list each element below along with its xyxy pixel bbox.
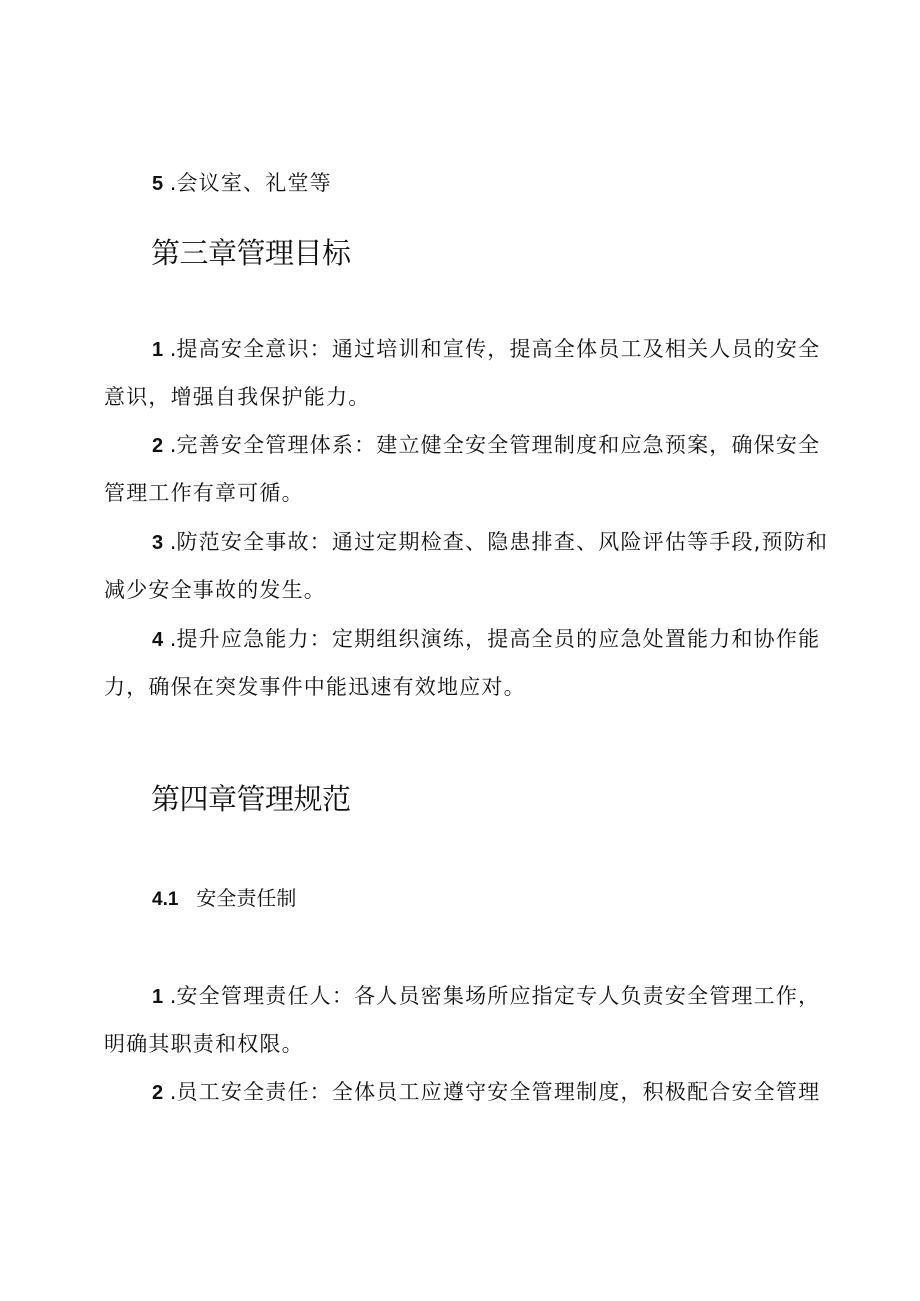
item-separator: . — [163, 984, 177, 1008]
list-item-continuation: 减少安全事故的发生。 — [104, 578, 326, 602]
item-separator: . — [163, 1080, 177, 1104]
item-separator: . — [163, 433, 177, 457]
item-text: 完善安全管理体系：建立健全安全管理制度和应急预案，确保安全 — [176, 433, 821, 457]
item-text: 提高安全意识：通过培训和宣传，提高全体员工及相关人员的安全 — [176, 337, 821, 361]
list-item — [152, 984, 820, 1009]
item-separator: . — [163, 337, 177, 361]
item-text: 防范安全事故：通过定期检查、隐患排查、风险评估等手段,预防和 — [176, 530, 829, 554]
list-item — [152, 530, 828, 555]
chapter-3-heading: 第三章管理目标 — [151, 236, 351, 270]
section-title: 安全责任制 — [196, 886, 297, 910]
list-item-continuation: 管理工作有章可循。 — [104, 481, 304, 505]
item-separator: . — [163, 627, 177, 651]
chapter-4-heading: 第四章管理规范 — [151, 782, 351, 816]
item-text: 员工安全责任：全体员工应遵守安全管理制度，积极配合安全管理 — [176, 1080, 821, 1104]
item-number: 4 — [152, 629, 164, 651]
list-item-continuation: 明确其职责和权限。 — [104, 1032, 304, 1056]
list-item — [152, 433, 820, 458]
item-separator: . — [163, 171, 177, 195]
item-number: 2 — [152, 1082, 164, 1104]
item-text: 提升应急能力：定期组织演练，提高全员的应急处置能力和协作能 — [176, 627, 821, 651]
list-item-continuation: 意识，增强自我保护能力。 — [104, 385, 371, 409]
item-number: 1 — [152, 339, 164, 361]
list-item — [152, 1080, 820, 1105]
list-item — [152, 337, 820, 362]
list-item — [152, 627, 820, 652]
item-separator: . — [163, 530, 177, 554]
item-number: 1 — [152, 986, 164, 1008]
item-number: 3 — [152, 532, 164, 554]
section-number: 4.1 — [152, 889, 179, 910]
section-heading — [152, 886, 296, 912]
item-text: 会议室、礼堂等 — [176, 171, 332, 195]
list-item-continuation: 力，确保在突发事件中能迅速有效地应对。 — [104, 675, 526, 699]
list-item — [152, 171, 332, 196]
item-number: 2 — [152, 435, 164, 457]
item-number: 5 — [152, 173, 164, 195]
item-text: 安全管理责任人：各人员密集场所应指定专人负责安全管理工作， — [176, 984, 821, 1008]
